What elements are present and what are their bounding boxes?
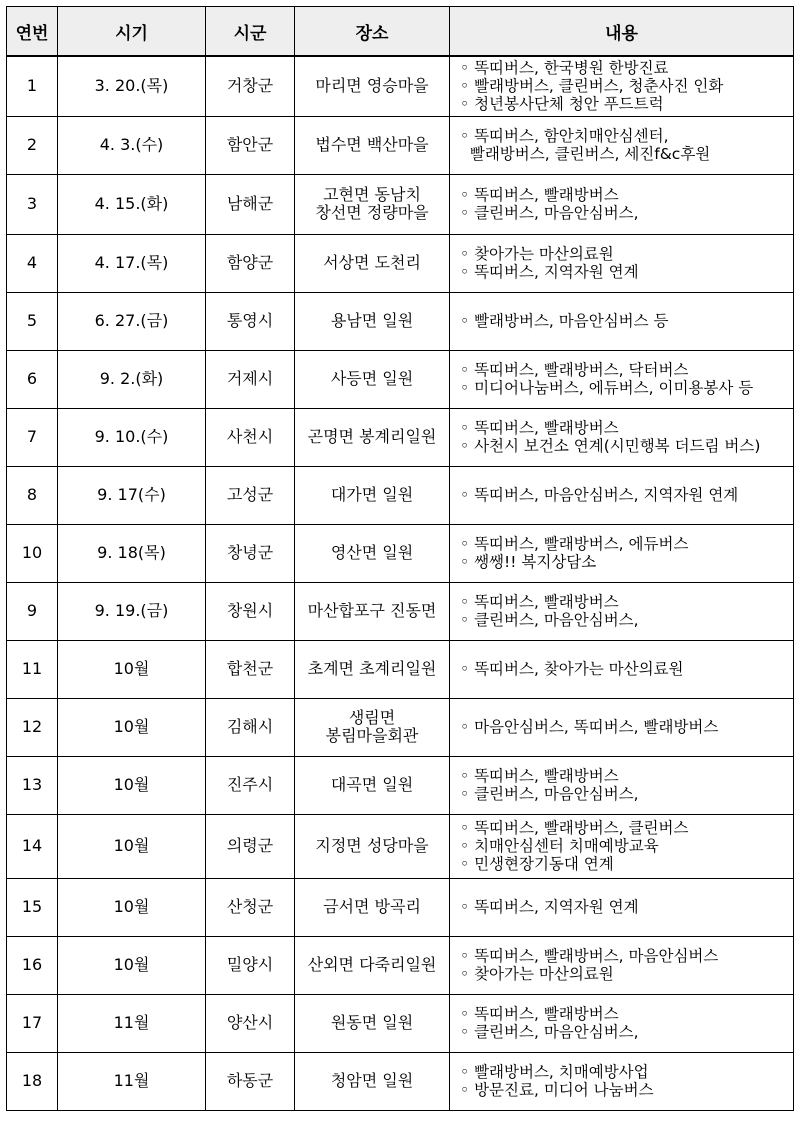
row-number: 4	[7, 234, 58, 292]
row-content	[450, 878, 794, 936]
place-line: 용남면 일원	[330, 311, 414, 330]
row-place	[295, 292, 450, 350]
content-line: ◦ 똑띠버스, 빨래방버스, 닥터버스	[460, 361, 689, 379]
row-number: 11	[7, 640, 58, 698]
row-number: 16	[7, 936, 58, 994]
row-place	[295, 756, 450, 814]
row-place	[295, 994, 450, 1052]
table-row	[7, 756, 794, 814]
content-line: ◦ 마음안심버스, 똑띠버스, 빨래방버스	[460, 718, 719, 736]
row-place	[295, 1052, 450, 1110]
place-line: 법수면 백산마을	[315, 135, 429, 154]
content-line: ◦ 똑띠버스, 빨래방버스, 마음안심버스	[460, 947, 719, 965]
table-row	[7, 524, 794, 582]
row-county: 함안군	[206, 116, 295, 174]
content-line: ◦ 똑띠버스, 빨래방버스	[460, 186, 619, 204]
place-line: 마리면 영승마을	[315, 76, 429, 96]
row-content	[450, 292, 794, 350]
row-place	[295, 524, 450, 582]
row-content	[450, 994, 794, 1052]
place-line: 원동면 일원	[330, 1013, 414, 1032]
row-date: 10월	[58, 756, 206, 814]
row-number: 13	[7, 756, 58, 814]
place-line: 고현면 동남치	[323, 185, 421, 204]
row-date: 10월	[58, 936, 206, 994]
table-row	[7, 1052, 794, 1110]
row-number: 12	[7, 698, 58, 756]
content-line: ◦ 민생현장기동대 연계	[460, 855, 614, 873]
content-line: ◦ 클린버스, 마음안심버스,	[460, 1023, 639, 1041]
row-place	[295, 56, 450, 116]
header-place: 장소	[295, 7, 450, 57]
content-line: ◦ 찾아가는 마산의료원	[460, 245, 614, 263]
row-county: 하동군	[206, 1052, 295, 1110]
table-row	[7, 814, 794, 878]
row-content	[450, 936, 794, 994]
row-content	[450, 174, 794, 234]
row-county: 창녕군	[206, 524, 295, 582]
row-place	[295, 936, 450, 994]
row-date: 9. 18(목)	[58, 524, 206, 582]
header-row	[7, 7, 794, 57]
row-content	[450, 1052, 794, 1110]
row-date: 4. 17.(목)	[58, 234, 206, 292]
content-line: ◦ 클린버스, 마음안심버스,	[460, 611, 639, 629]
row-content	[450, 466, 794, 524]
row-number: 14	[7, 814, 58, 878]
content-line: ◦ 빨래방버스, 치매예방사업	[460, 1063, 649, 1081]
row-place	[295, 698, 450, 756]
header-county: 시군	[206, 7, 295, 57]
place-line: 지정면 성당마을	[315, 836, 429, 855]
place-line: 생림면	[348, 708, 396, 727]
row-number: 8	[7, 466, 58, 524]
row-content	[450, 814, 794, 878]
table-row	[7, 878, 794, 936]
row-content	[450, 698, 794, 756]
row-content	[450, 640, 794, 698]
content-line: ◦ 똑띠버스, 마음안심버스, 지역자원 연계	[460, 486, 739, 504]
table-row	[7, 640, 794, 698]
table-row	[7, 698, 794, 756]
row-number: 7	[7, 408, 58, 466]
content-line: ◦ 빨래방버스, 마음안심버스 등	[460, 312, 669, 330]
row-date: 3. 20.(목)	[58, 56, 206, 116]
content-line: ◦ 똑띠버스, 찾아가는 마산의료원	[460, 660, 684, 678]
place-line: 대곡면 일원	[330, 775, 414, 794]
row-number: 18	[7, 1052, 58, 1110]
row-number: 6	[7, 350, 58, 408]
content-line: ◦ 치매안심센터 치매예방교육	[460, 837, 659, 855]
row-county: 고성군	[206, 466, 295, 524]
row-county: 창원시	[206, 582, 295, 640]
table-row	[7, 56, 794, 116]
header-date: 시기	[58, 7, 206, 57]
content-line: ◦ 똑띠버스, 빨래방버스, 클린버스	[460, 819, 689, 837]
row-date: 9. 10.(수)	[58, 408, 206, 466]
row-county: 합천군	[206, 640, 295, 698]
content-line: ◦ 똑띠버스, 한국병원 한방진료	[460, 59, 669, 78]
row-date: 11월	[58, 1052, 206, 1110]
content-line: ◦ 쌩쌩!! 복지상담소	[460, 553, 597, 571]
place-line: 산외면 다죽리일원	[307, 955, 437, 974]
content-line: ◦ 클린버스, 마음안심버스,	[460, 785, 639, 803]
table-row	[7, 466, 794, 524]
row-county: 의령군	[206, 814, 295, 878]
header-content: 내용	[450, 7, 794, 57]
row-county: 밀양시	[206, 936, 295, 994]
place-line: 봉림마을회관	[325, 726, 419, 745]
content-line: ◦ 찾아가는 마산의료원	[460, 965, 614, 983]
content-line: ◦ 똑띠버스, 지역자원 연계	[460, 898, 639, 916]
row-county: 진주시	[206, 756, 295, 814]
content-line: 빨래방버스, 클린버스, 세진f&c후원	[460, 145, 711, 163]
place-line: 사등면 일원	[330, 369, 414, 388]
place-line: 곤명면 봉계리일원	[307, 427, 437, 446]
row-content	[450, 56, 794, 116]
row-place	[295, 350, 450, 408]
row-date: 10월	[58, 640, 206, 698]
row-place	[295, 814, 450, 878]
row-county: 김해시	[206, 698, 295, 756]
table-body	[7, 56, 794, 1110]
row-number: 1	[7, 56, 58, 116]
place-line: 청암면 일원	[330, 1071, 414, 1090]
content-line: ◦ 방문진료, 미디어 나눔버스	[460, 1081, 654, 1099]
row-number: 17	[7, 994, 58, 1052]
content-line: ◦ 똑띠버스, 지역자원 연계	[460, 263, 639, 281]
row-content	[450, 234, 794, 292]
table-row	[7, 936, 794, 994]
row-county: 사천시	[206, 408, 295, 466]
row-date: 11월	[58, 994, 206, 1052]
row-place	[295, 878, 450, 936]
content-line: ◦ 클린버스, 마음안심버스,	[460, 204, 639, 222]
row-place	[295, 582, 450, 640]
content-line: ◦ 똑띠버스, 빨래방버스	[460, 767, 619, 785]
row-date: 6. 27.(금)	[58, 292, 206, 350]
row-county: 남해군	[206, 174, 295, 234]
content-line: ◦ 청년봉사단체 청안 푸드트럭	[460, 95, 664, 114]
place-line: 초계면 초계리일원	[307, 659, 437, 678]
content-line: ◦ 똑띠버스, 빨래방버스	[460, 1005, 619, 1023]
row-number: 3	[7, 174, 58, 234]
table-row	[7, 292, 794, 350]
row-county: 거창군	[206, 56, 295, 116]
place-line: 대가면 일원	[330, 485, 414, 504]
content-line: ◦ 미디어나눔버스, 에듀버스, 이미용봉사 등	[460, 379, 754, 397]
row-date: 10월	[58, 814, 206, 878]
row-place	[295, 234, 450, 292]
content-line: ◦ 빨래방버스, 클린버스, 청춘사진 인화	[460, 77, 724, 96]
row-place	[295, 174, 450, 234]
row-county: 산청군	[206, 878, 295, 936]
row-content	[450, 350, 794, 408]
row-county: 양산시	[206, 994, 295, 1052]
table-row	[7, 408, 794, 466]
header-no: 연번	[7, 7, 58, 57]
row-number: 15	[7, 878, 58, 936]
content-line: ◦ 똑띠버스, 빨래방버스, 에듀버스	[460, 535, 689, 553]
row-number: 5	[7, 292, 58, 350]
row-county: 함양군	[206, 234, 295, 292]
row-content	[450, 524, 794, 582]
row-content	[450, 582, 794, 640]
row-number: 9	[7, 582, 58, 640]
place-line: 마산합포구 진동면	[307, 601, 437, 620]
row-place	[295, 640, 450, 698]
table-row	[7, 174, 794, 234]
row-content	[450, 756, 794, 814]
row-date: 9. 17(수)	[58, 466, 206, 524]
table-row	[7, 234, 794, 292]
table-row	[7, 582, 794, 640]
row-place	[295, 466, 450, 524]
row-number: 2	[7, 116, 58, 174]
table-row	[7, 116, 794, 174]
row-date: 4. 15.(화)	[58, 174, 206, 234]
row-place	[295, 408, 450, 466]
place-line: 창선면 정량마을	[315, 203, 429, 222]
row-content	[450, 408, 794, 466]
row-date: 9. 2.(화)	[58, 350, 206, 408]
row-place	[295, 116, 450, 174]
content-line: ◦ 똑띠버스, 빨래방버스	[460, 593, 619, 611]
place-line: 영산면 일원	[330, 543, 414, 562]
place-line: 서상면 도천리	[323, 253, 421, 272]
row-date: 4. 3.(수)	[58, 116, 206, 174]
content-line: ◦ 똑띠버스, 함안치매안심센터,	[460, 127, 669, 145]
content-line: ◦ 똑띠버스, 빨래방버스	[460, 419, 619, 437]
row-date: 10월	[58, 698, 206, 756]
row-number: 10	[7, 524, 58, 582]
table-row	[7, 994, 794, 1052]
place-line: 금서면 방곡리	[323, 897, 421, 916]
row-county: 통영시	[206, 292, 295, 350]
row-date: 9. 19.(금)	[58, 582, 206, 640]
row-county: 거제시	[206, 350, 295, 408]
row-date: 10월	[58, 878, 206, 936]
schedule-table	[6, 6, 794, 1111]
table-row	[7, 350, 794, 408]
content-line: ◦ 사천시 보건소 연계(시민행복 더드림 버스)	[460, 437, 761, 455]
row-content	[450, 116, 794, 174]
